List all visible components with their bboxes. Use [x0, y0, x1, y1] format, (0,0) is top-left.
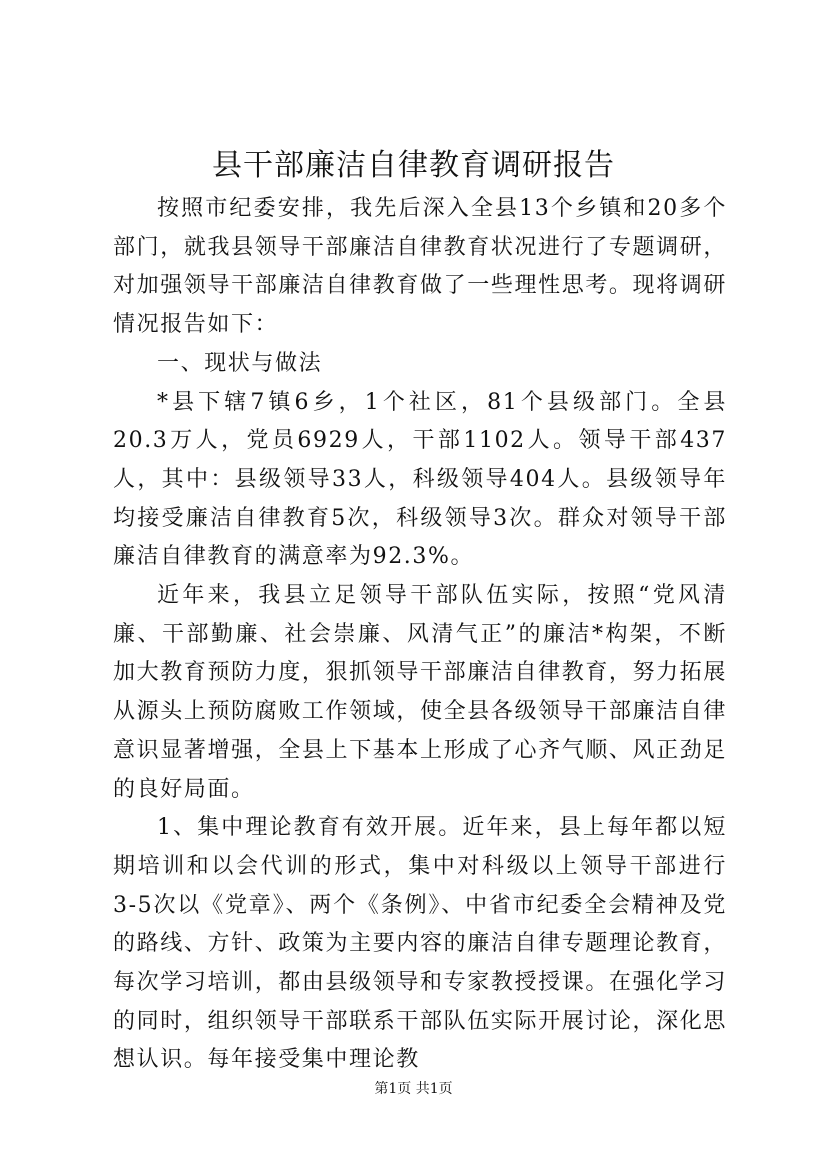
paragraph-intro: 按照市纪委安排，我先后深入全县13个乡镇和20多个部门，就我县领导干部廉洁自律教育状况进行了专题调研，对加强领导干部廉洁自律教育做了一些理性思考。现将调研情况报告如下：: [113, 196, 727, 338]
document-body: [113, 190, 727, 1080]
page-footer: 第1页 共1页: [374, 1081, 453, 1097]
section-heading: 一、现状与做法: [157, 350, 323, 376]
paragraph-statistics: *县下辖7镇6乡，1个社区，81个县级部门。全县20.3万人，党员6929人，干部1102人。领导干部437人，其中：县级领导33人，科级领导404人。县级领导年均接受廉洁自律教育5次，科级领导3次。群众对领导干部廉洁自律教育的满意率为92.3%。: [113, 389, 727, 570]
document-title: 县干部廉洁自律教育调研报告: [212, 148, 615, 183]
paragraph-overview: 近年来，我县立足领导干部队伍实际，按照“党风清廉、干部勤廉、社会崇廉、风清气正”的廉洁*构架，不断加大教育预防力度，狠抓领导干部廉洁自律教育，努力拓展从源头上预防腐败工作领域，使全县各级领导干部廉洁自律意识显著增强，全县上下基本上形成了心齐气顺、风正劲足的良好局面。: [113, 583, 727, 802]
paragraph-item-1: 1、集中理论教育有效开展。近年来，县上每年都以短期培训和以会代训的形式，集中对科级以上领导干部进行3-5次以《党章》、两个《条例》、中省市纪委全会精神及党的路线、方针、政策为主要内容的廉洁自律专题理论教育，每次学习培训，都由县级领导和专家教授授课。在强化学习的同时，组织领导干部联系干部队伍实际开展讨论，深化思想认识。每年接受集中理论教: [113, 815, 727, 1073]
